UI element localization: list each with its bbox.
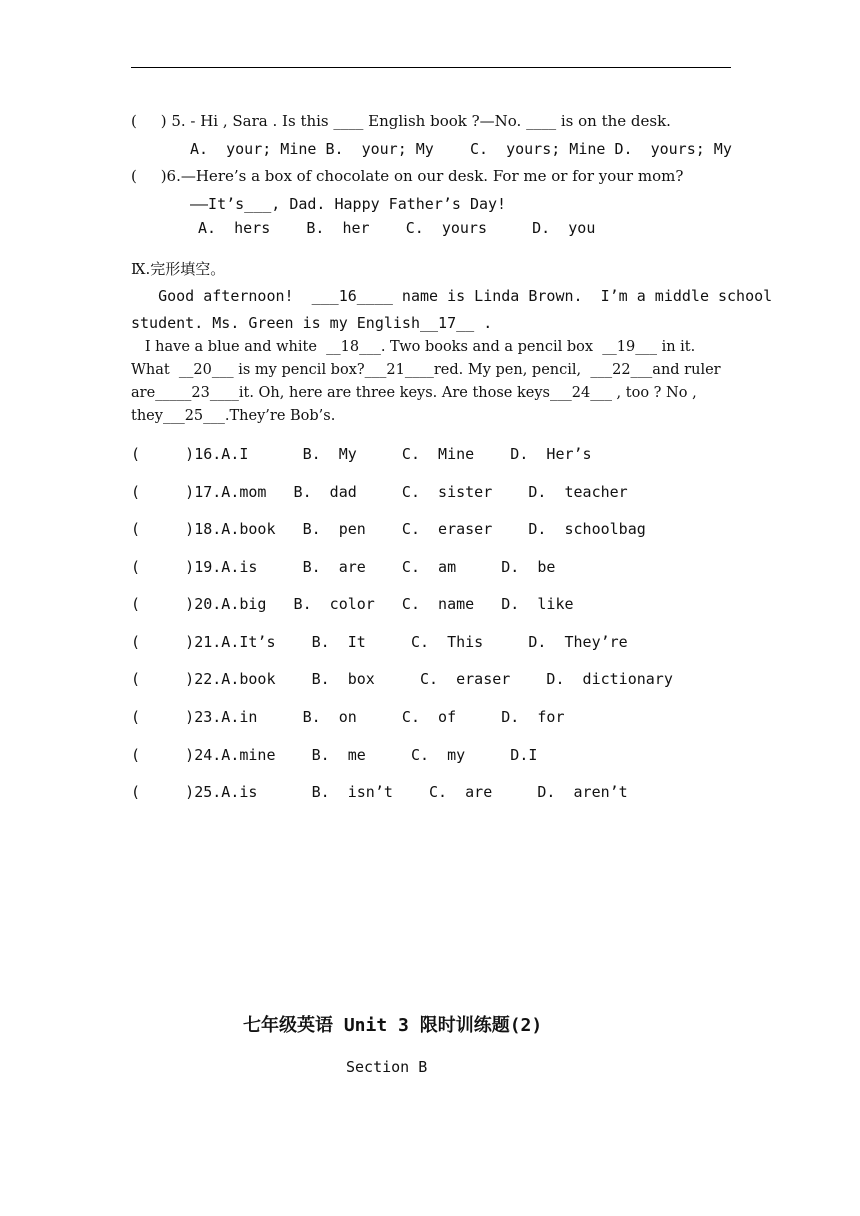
header-rule — [131, 67, 731, 68]
passage-p2-line1: I have a blue and white __18___. Two books and a pencil box __19___ in it. — [131, 339, 696, 355]
choice-24: ( )24.A.mine B. me C. my D.I — [131, 746, 538, 764]
choice-20: ( )20.A.big B. color C. name D. like — [131, 595, 574, 613]
passage-p2-line2: What __20___ is my pencil box?___21____red. My pen, pencil, ___22___and ruler — [131, 362, 721, 378]
choice-21: ( )21.A.It’s B. It C. This D. They’re — [131, 633, 628, 651]
choice-16: ( )16.A.I B. My C. Mine D. Her’s — [131, 445, 592, 463]
choice-18: ( )18.A.book B. pen C. eraser D. schoolbag — [131, 520, 646, 538]
passage-p2-line3: are_____23____it. Oh, here are three keys. Are those keys___24___ , too ? No , — [131, 385, 697, 401]
q5-options: A. your; Mine B. your; My C. yours; Mine D. yours; My — [190, 140, 732, 158]
section-heading: Ⅸ.完形填空。 — [131, 260, 226, 278]
choice-19: ( )19.A.is B. are C. am D. be — [131, 558, 556, 576]
choice-23: ( )23.A.in B. on C. of D. for — [131, 708, 565, 726]
passage-p1-line2: student. Ms. Green is my English__17__ . — [131, 314, 493, 332]
choice-17: ( )17.A.mom B. dad C. sister D. teacher — [131, 483, 628, 501]
choice-25: ( )25.A.is B. isn’t C. are D. aren’t — [131, 783, 628, 801]
choice-22: ( )22.A.book B. box C. eraser D. dictionary — [131, 670, 673, 688]
q6-reply: ——It’s___, Dad. Happy Father’s Day! — [190, 195, 507, 213]
q6-options: A. hers B. her C. yours D. you — [198, 219, 596, 237]
passage-p1-line1: Good afternoon! ___16____ name is Linda Brown. I’m a middle school — [131, 287, 773, 305]
q5-stem: ( ) 5. - Hi , Sara . Is this ____ English book ?—No. ____ is on the desk. — [131, 112, 671, 130]
q6-stem: ( )6.—Here’s a box of chocolate on our desk. For me or for your mom? — [131, 167, 684, 185]
page-title: 七年级英语 Unit 3 限时训练题(2) — [243, 1015, 543, 1036]
passage-p2-line4: they___25___.They’re Bob’s. — [131, 408, 336, 424]
section-subtitle: Section B — [346, 1058, 428, 1076]
